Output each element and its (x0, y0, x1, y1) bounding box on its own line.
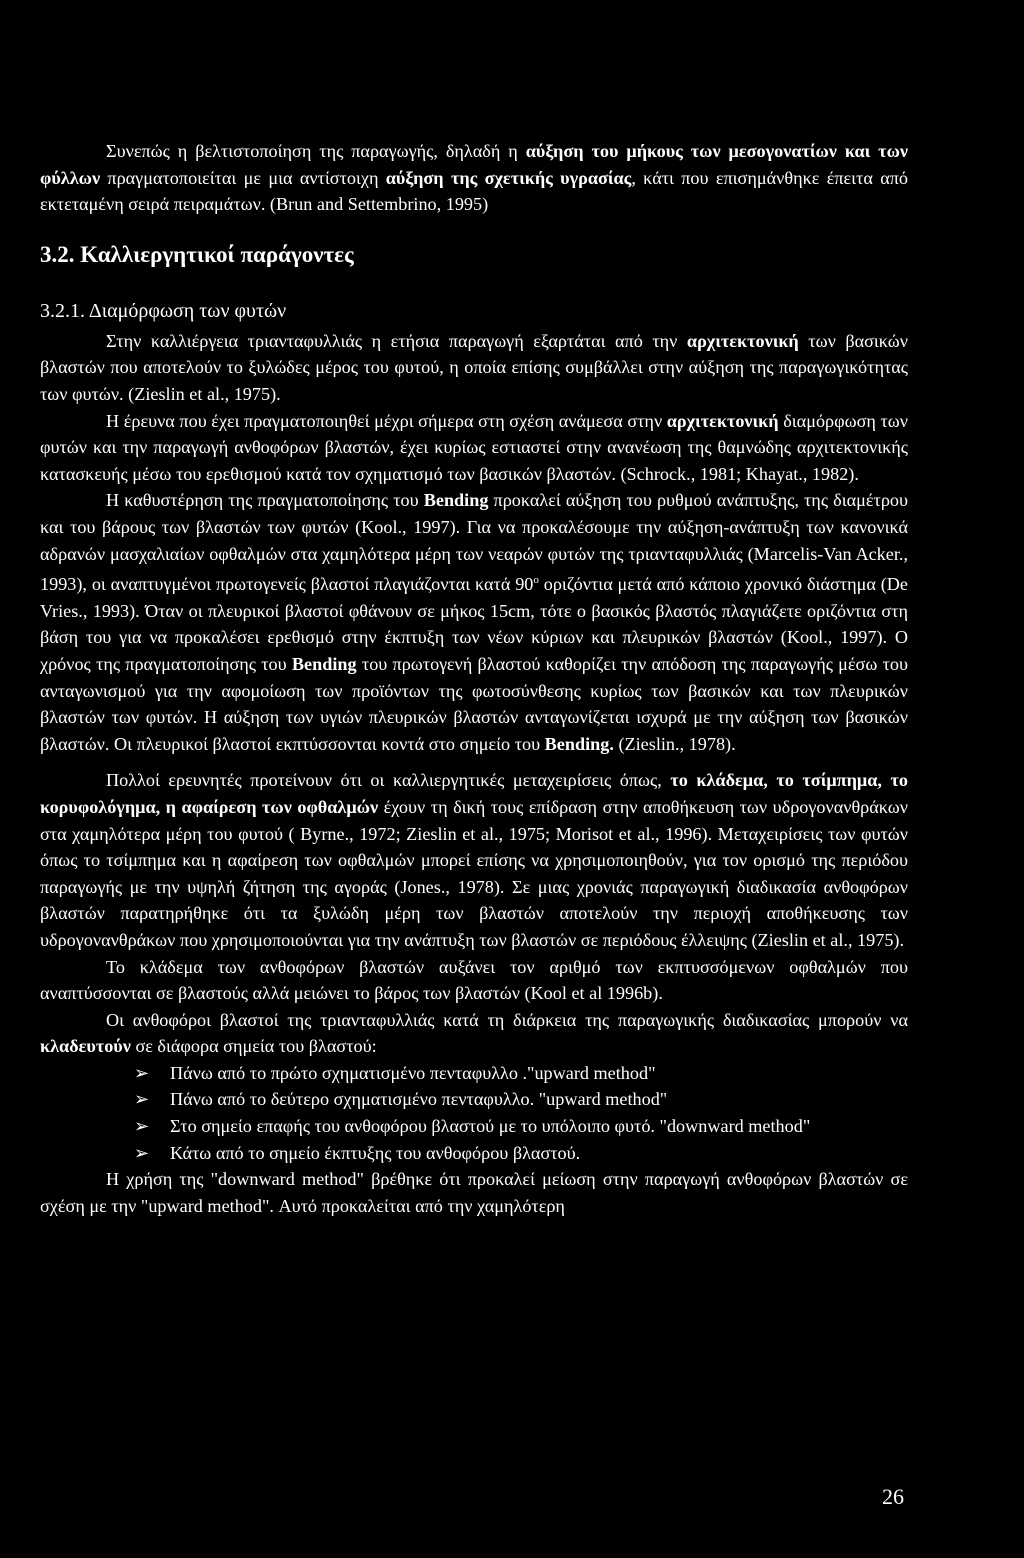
emphasis: Bending (291, 653, 357, 674)
text-run: Στην καλλιέργεια τριανταφυλλιάς η ετήσια παραγωγή εξαρτάται από την (106, 330, 687, 351)
paragraph (40, 1007, 908, 1060)
section-heading: 3.2. Καλλιεργητικοί παράγοντες (40, 241, 354, 267)
paragraph (40, 487, 908, 757)
text-run: προκαλεί αύξηση του ρυθμού ανάπτυξης, της διαμέτρου και του βάρους των βλαστών των φυτών (Kool., 1997). Για να προκαλέσουμε την αύξηση-ανάπτυξη των κανονικά αδρανών μασχαλιαίων οφθαλμών στα χαμηλότερα μέρη των νεαρών φυτών της τριανταφυλλιάς (Marcelis-Van Acker., 1993), οι αναπτυγμένοι πρωτογενείς βλαστοί πλαγιάζονται κατά 90 (40, 490, 908, 595)
text-run: σε διάφορα σημεία του βλαστού: (130, 1036, 377, 1057)
paragraph (40, 328, 908, 408)
emphasis: αρχιτεκτονική (686, 330, 799, 351)
text-run: των βασικών βλαστών που αποτελούν το ξυλώδες μέρος του φυτού, η οποία επίσης συμβάλλει στην αύξηση της παραγωγικότητας των φυτών. (Zieslin et al., 1975). (40, 330, 908, 404)
emphasis: Bending. (544, 733, 614, 754)
arrow-bullet-icon: ➢ (134, 1089, 150, 1110)
list-item-text: Πάνω από το πρώτο σχηματισμένο πενταφυλλο ."upward method" (170, 1062, 656, 1083)
paragraph: Η χρήση της "downward method" βρέθηκε ότι προκαλεί μείωση στην παραγωγή ανθοφόρων βλαστών σε σχέση με την "upward method". Αυτό προκαλείται από την χαμηλότερη (40, 1169, 908, 1216)
list-item-text: Πάνω από το δεύτερο σχηματισμένο πενταφυλλο. "upward method" (170, 1089, 668, 1110)
list-item (134, 1060, 908, 1087)
emphasis: κλαδευτούν (40, 1036, 131, 1057)
emphasis: αρχιτεκτονική (666, 410, 779, 431)
list-item-text: Στο σημείο επαφής του ανθοφόρου βλαστού με το υπόλοιπο φυτό. "downward method" (170, 1116, 811, 1137)
paragraph (40, 767, 908, 953)
intro-paragraph (40, 138, 908, 218)
text-run: Η καθυστέρηση της πραγματοποίησης του (106, 490, 424, 511)
text-run: (Zieslin., 1978). (613, 733, 736, 754)
emphasis: το κλάδεμα, το τσίμπημα, το κορυφολόγημα, η αφαίρεση των οφθαλμών (40, 770, 908, 817)
text-run: του πρωτογενή βλαστού καθορίζει την απόδοση της παραγωγής μέσω του ανταγωνισμού για την αφομοίωση των προϊόντων της φωτοσύνθεσης κυρίως των βασικών και των πλευρικών βλαστών των φυτών. Η αύξηση των υγιών πλευρικών βλαστών ανταγωνίζεται ισχυρά με την αύξηση των βασικών βλαστών. Οι πλευρικοί βλαστοί εκπτύσσονται κοντά στο σημείο του (40, 653, 908, 754)
text-run: πραγματοποιείται με μια αντίστοιχη (100, 167, 386, 188)
page-number: 26 (882, 1484, 904, 1509)
pruning-points-list (40, 1060, 908, 1166)
text-run: Πολλοί ερευνητές προτείνουν ότι οι καλλιεργητικές μεταχειρίσεις όπως, (106, 770, 671, 791)
degree-superscript: o (533, 574, 539, 587)
text-run: Οι ανθοφόροι βλαστοί της τριανταφυλλιάς κατά τη διάρκεια της παραγωγικής διαδικασίας μπορούν να (106, 1009, 908, 1030)
arrow-bullet-icon: ➢ (134, 1062, 150, 1083)
emphasis: αύξηση της σχετικής υγρασίας (385, 167, 632, 188)
text-run: Η έρευνα που έχει πραγματοποιηθεί μέχρι σήμερα στη σχέση ανάμεσα στην (106, 410, 667, 431)
text-run: διαμόρφωση των φυτών και την παραγωγή ανθοφόρων βλαστών, έχει κυρίως εστιαστεί στην ανανέωση της θαμνώδης αρχιτεκτονικής κατασκευής μέσω του ερεθισμού κατά τον σχηματισμό των βασικών βλαστών. (Schrock., 1981; Khayat., 1982). (40, 410, 908, 484)
text-run: οριζόντια μετά από κάποιο χρονικό διάστημα (De Vries., 1993). Όταν οι πλευρικοί βλαστοί φθάνουν σε μήκος 15cm, τότε ο βασικός βλαστός πλαγιάζετε οριζόντια στη βάση του για να προκαλέσει ερεθισμό στην έκπτυξη των νέων κύριων και πλευρικών βλαστών (Kool., 1997). Ο χρόνος της πραγματοποίησης του (40, 574, 908, 674)
arrow-bullet-icon: ➢ (134, 1142, 150, 1163)
document-page (40, 138, 908, 1219)
list-item (134, 1086, 908, 1113)
text-run: Συνεπώς η βελτιστοποίηση της παραγωγής, δηλαδή η (106, 141, 526, 161)
paragraph: Το κλάδεμα των ανθοφόρων βλαστών αυξάνει τον αριθμό των εκπτυσσόμενων οφθαλμών που αναπτύσσονται σε βλαστούς αλλά μειώνει το βάρος των βλαστών (Kool et al 1996b). (40, 956, 908, 1004)
text-run: , κάτι που επισημάνθηκε έπειτα από εκτεταμένη σειρά πειραμάτων. (Brun and Settembrino, 1995) (40, 167, 908, 215)
emphasis: Bending (423, 490, 489, 511)
list-item-text: Κάτω από το σημείο έκπτυξης του ανθοφόρου βλαστού. (170, 1142, 581, 1163)
list-item (134, 1140, 908, 1167)
list-item (134, 1113, 908, 1140)
paragraph (40, 408, 908, 488)
subsection-heading: 3.2.1. Διαμόρφωση των φυτών (40, 299, 287, 322)
text-run: έχουν τη δική τους επίδραση στην αποθήκευση των υδρογονανθράκων στα χαμηλότερα μέρη του φυτού ( Byrne., 1972; Zieslin et al., 1975; Morisot et al., 1996). Μεταχειρίσεις των φυτών όπως το τσίμπημα και η αφαίρεση των οφθαλμών μπορεί επίσης να χρησιμοποιηθούν, για τον ορισμό της περιόδου παραγωγής με την υψηλή ζήτηση της αγοράς (Jones., 1978). Σε μιας χρονιάς παραγωγική διαδικασία ανθοφόρων βλαστών παρατηρήθηκε ότι τα ξυλώδη μέρη των βλαστών αποτελούν την περιοχή αποθήκευσης των υδρογονανθράκων που χρησιμοποιούνται για την ανάπτυξη των βλαστών σε περιόδους έλλειψης (Zieslin et al., 1975). (40, 796, 908, 950)
arrow-bullet-icon: ➢ (134, 1116, 150, 1137)
emphasis: αύξηση του μήκους των μεσογονατίων και των φύλλων (40, 141, 908, 188)
